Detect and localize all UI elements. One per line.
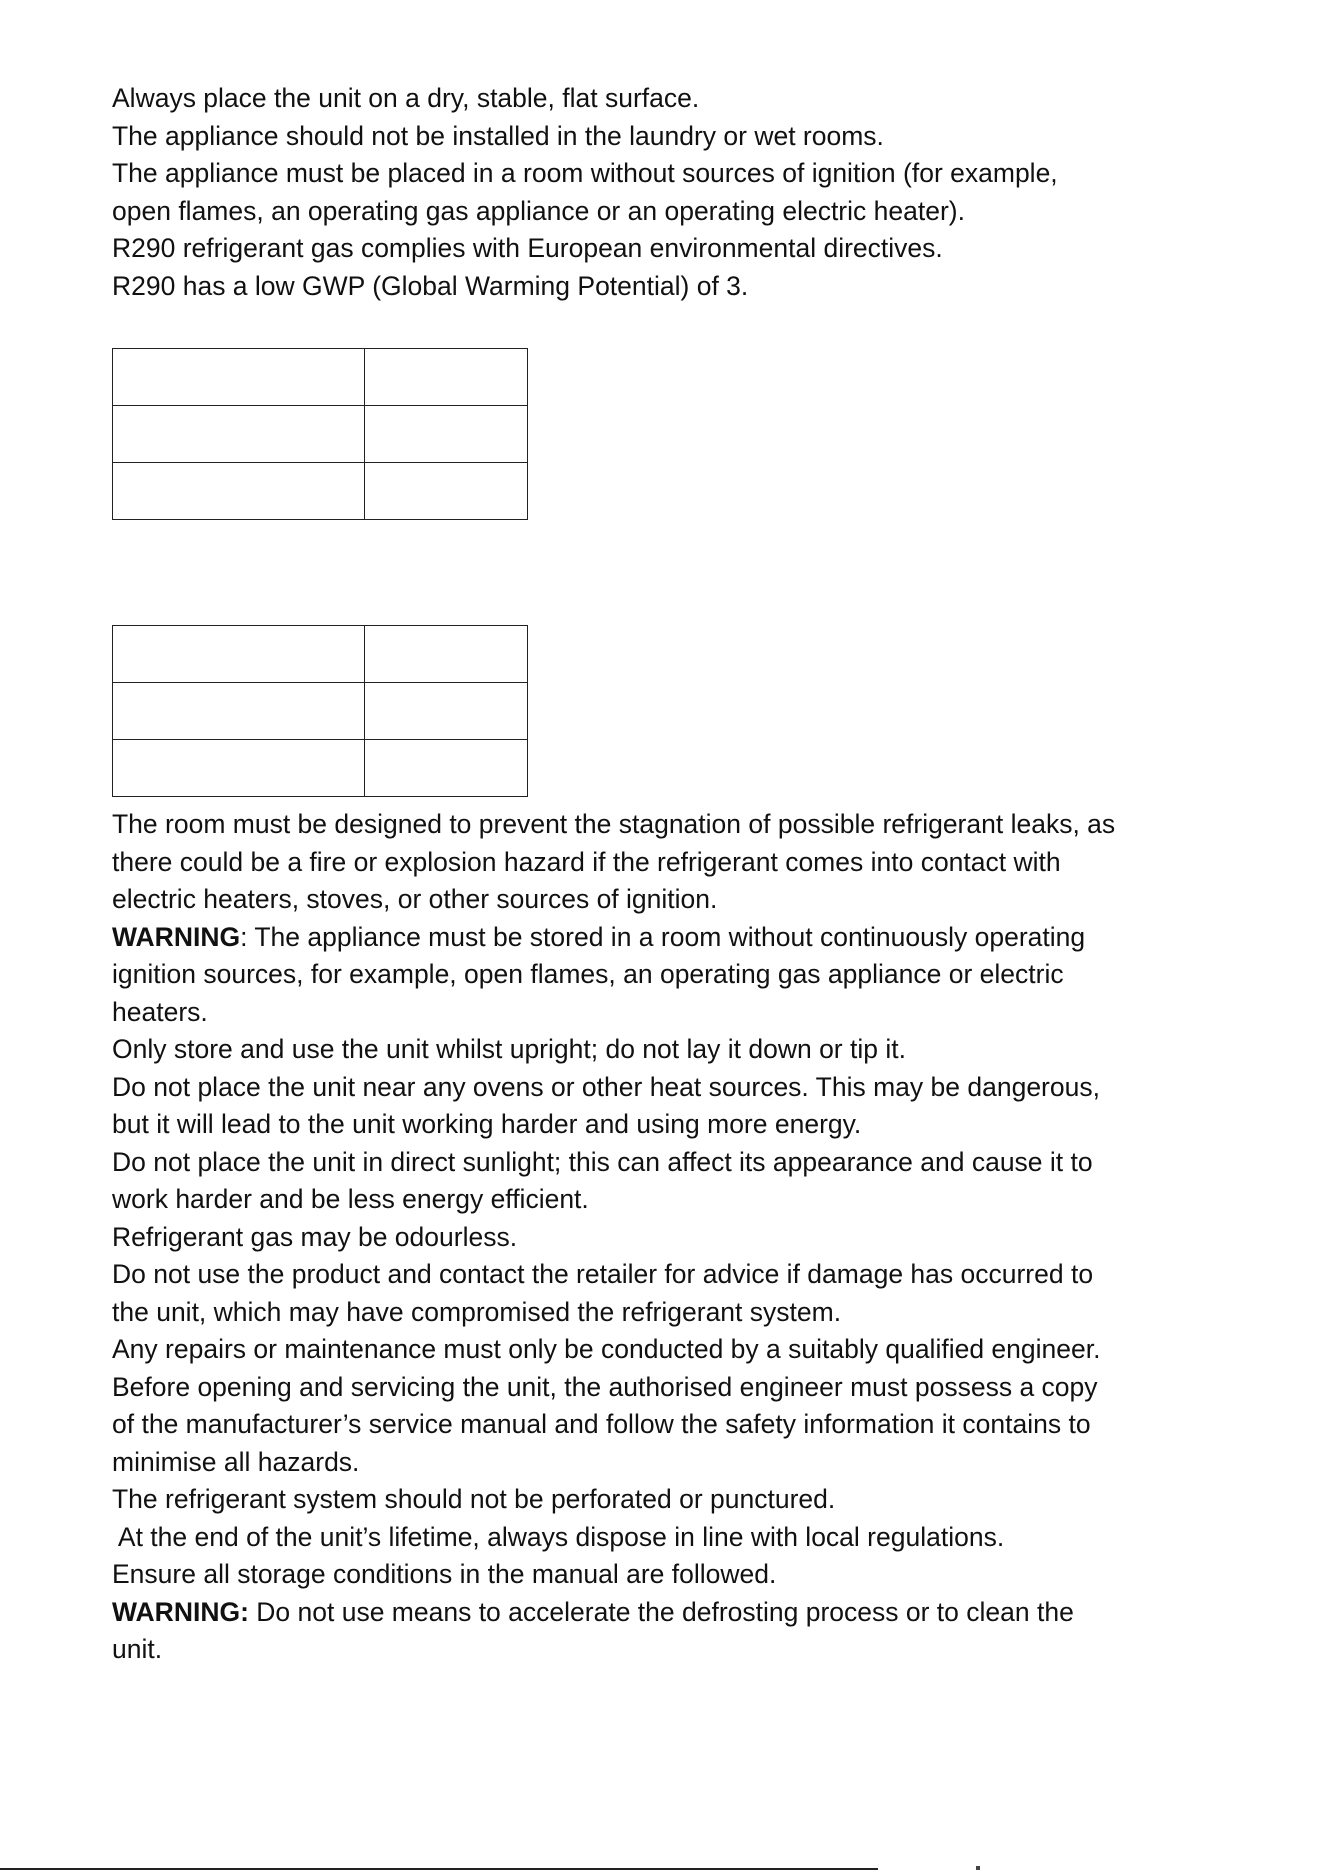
table-cell [113,463,365,520]
intro-line: R290 refrigerant gas complies with European environmental directives. [112,233,943,263]
table-cell [113,683,365,740]
footer-divider [0,1868,878,1870]
body-line: the unit, which may have compromised the refrigerant system. [112,1296,842,1327]
table-cell [365,740,528,797]
intro-line: R290 has a low GWP (Global Warming Potential) of 3. [112,270,749,301]
table-row [113,740,528,797]
body-line: Do not use the product and contact the retailer for advice if damage has occurred to [112,1259,1094,1289]
body-line: The refrigerant system should not be perforated or punctured. [112,1484,836,1514]
body-line: Before opening and servicing the unit, the authorised engineer must possess a copy [112,1371,1098,1402]
empty-table-2 [112,625,528,797]
body-line: The room must be designed to prevent the stagnation of possible refrigerant leaks, as [112,809,1116,839]
table-cell [365,683,528,740]
body-line: minimise all hazards. [112,1446,360,1477]
warning-label: WARNING [112,921,241,952]
warning-line [112,1594,1222,1632]
table-cell [365,406,528,463]
body-line: Do not place the unit near any ovens or other heat sources. This may be dangerous, [112,1071,1100,1102]
body-line: Refrigerant gas may be odourless. [112,1221,518,1252]
safety-section [112,806,1222,1669]
table-cell [113,740,365,797]
body-line: but it will lead to the unit working harder and using more energy. [112,1109,862,1139]
body-line: unit. [112,1634,163,1664]
table-row [113,626,528,683]
body-line: At the end of the unit’s lifetime, always dispose in line with local regulations. [112,1521,1005,1552]
body-line: electric heaters, stoves, or other sources of ignition. [112,884,718,914]
table-cell [113,626,365,683]
body-line: there could be a fire or explosion hazard if the refrigerant comes into contact with [112,846,1061,877]
table-cell [365,626,528,683]
body-line: of the manufacturer’s service manual and follow the safety information it contains to [112,1409,1091,1439]
body-line: Any repairs or maintenance must only be conducted by a suitably qualified engineer. [112,1334,1101,1364]
warning-line [112,919,1222,957]
intro-line: The appliance must be placed in a room without sources of ignition (for example, [112,158,1058,188]
footer-mark [976,1866,980,1870]
empty-table-1 [112,348,528,520]
table-cell [365,463,528,520]
intro-line: open flames, an operating gas appliance or an operating electric heater). [112,195,965,226]
intro-section [112,80,1222,305]
body-line: ignition sources, for example, open flames, an operating gas appliance or electric [112,959,1064,989]
intro-line: The appliance should not be installed in the laundry or wet rooms. [112,120,884,151]
table-cell [113,349,365,406]
warning-label: WARNING: [112,1596,249,1627]
intro-line: Always place the unit on a dry, stable, flat surface. [112,83,700,113]
table-row [113,683,528,740]
body-line: Only store and use the unit whilst upright; do not lay it down or tip it. [112,1034,906,1064]
body-line: work harder and be less energy efficient. [112,1184,589,1214]
body-line: Do not place the unit in direct sunlight; this can affect its appearance and cause it to [112,1146,1093,1177]
table-row [113,349,528,406]
body-line: Ensure all storage conditions in the manual are followed. [112,1559,777,1589]
table-row [113,406,528,463]
table-cell [365,349,528,406]
warning-text: Do not use means to accelerate the defrosting process or to clean the [248,1596,1074,1627]
table-row [113,463,528,520]
table-cell [113,406,365,463]
body-line: heaters. [112,996,208,1027]
warning-text: : The appliance must be stored in a room without continuously operating [240,921,1086,952]
